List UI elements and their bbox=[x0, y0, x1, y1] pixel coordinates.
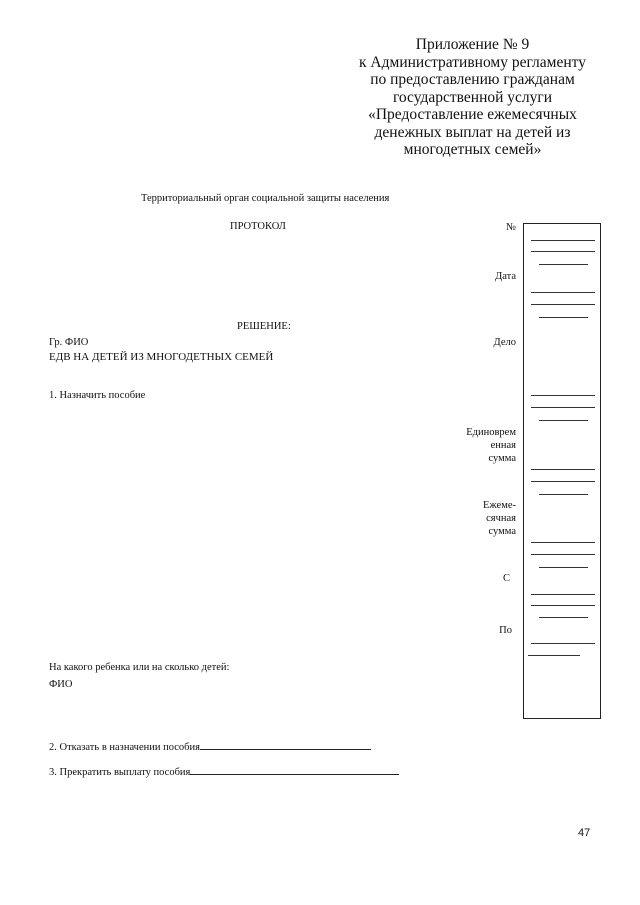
decision-label: РЕШЕНИЕ: bbox=[237, 321, 291, 332]
registration-box bbox=[523, 223, 601, 719]
to-field-line[interactable] bbox=[531, 643, 595, 644]
lump-sum-field-line[interactable] bbox=[531, 481, 595, 482]
appendix-line: государственной услуги bbox=[392, 88, 553, 106]
appendix-header bbox=[340, 36, 605, 159]
item-refuse-benefit bbox=[49, 738, 371, 753]
monthly-sum-field-line[interactable] bbox=[539, 567, 588, 568]
number-field-line[interactable] bbox=[531, 240, 595, 241]
monthly-sum-line: сячная bbox=[486, 513, 516, 524]
benefit-title: ЕДВ НА ДЕТЕЙ ИЗ МНОГОДЕТНЫХ СЕМЕЙ bbox=[49, 351, 274, 363]
lump-sum-line: сумма bbox=[488, 453, 516, 464]
citizen-label: Гр. ФИО bbox=[49, 337, 89, 348]
date-field-line[interactable] bbox=[531, 304, 595, 305]
lump-sum-line: енная bbox=[490, 440, 516, 451]
to-label: По bbox=[499, 625, 512, 636]
page-number: 47 bbox=[578, 827, 591, 839]
monthly-sum-line: Ежеме- bbox=[483, 500, 516, 511]
from-field-line[interactable] bbox=[531, 605, 595, 606]
lump-sum-line: Единоврем bbox=[466, 427, 516, 438]
org-label: Территориальный орган социальной защиты населения bbox=[141, 193, 390, 204]
date-field-line[interactable] bbox=[531, 292, 595, 293]
number-label: № bbox=[505, 222, 516, 233]
children-fio: ФИО bbox=[49, 679, 73, 690]
appendix-line: денежных выплат на детей из bbox=[374, 123, 571, 141]
lump-sum-label bbox=[455, 426, 516, 465]
appendix-line: Приложение № 9 bbox=[415, 36, 530, 53]
number-field-line[interactable] bbox=[531, 251, 595, 252]
from-field-line[interactable] bbox=[539, 617, 588, 618]
appendix-line: «Предоставление ежемесячных bbox=[368, 106, 577, 123]
case-field-line[interactable] bbox=[531, 407, 595, 408]
case-field-line[interactable] bbox=[539, 420, 588, 421]
item-stop-text: 3. Прекратить выплату пособия bbox=[49, 767, 191, 778]
monthly-sum-field-line[interactable] bbox=[531, 542, 595, 543]
to-field-line[interactable] bbox=[528, 655, 580, 656]
monthly-sum-line: сумма bbox=[488, 526, 516, 537]
lump-sum-field-line[interactable] bbox=[539, 494, 588, 495]
monthly-sum-label bbox=[455, 499, 516, 538]
monthly-sum-field-line[interactable] bbox=[531, 554, 595, 555]
case-label: Дело bbox=[493, 337, 516, 348]
case-field-line[interactable] bbox=[531, 395, 595, 396]
appendix-line: многодетных семей» bbox=[403, 141, 542, 158]
item-assign-benefit: 1. Назначить пособие bbox=[49, 390, 146, 401]
protocol-label: ПРОТОКОЛ bbox=[230, 221, 286, 232]
item-stop-benefit bbox=[49, 763, 399, 778]
from-field-line[interactable] bbox=[531, 594, 595, 595]
children-label: На какого ребенка или на сколько детей: bbox=[49, 662, 230, 673]
from-label: С bbox=[502, 573, 510, 584]
date-label: Дата bbox=[495, 271, 516, 282]
item-refuse-text: 2. Отказать в назначении пособия bbox=[49, 742, 200, 753]
lump-sum-field-line[interactable] bbox=[531, 469, 595, 470]
appendix-line: по предоставлению гражданам bbox=[370, 71, 575, 88]
date-field-line[interactable] bbox=[539, 317, 588, 318]
refuse-reason-line[interactable] bbox=[200, 738, 371, 750]
stop-reason-line[interactable] bbox=[190, 763, 399, 775]
number-field-line[interactable] bbox=[539, 264, 588, 265]
appendix-line: к Административному регламенту bbox=[359, 53, 586, 71]
